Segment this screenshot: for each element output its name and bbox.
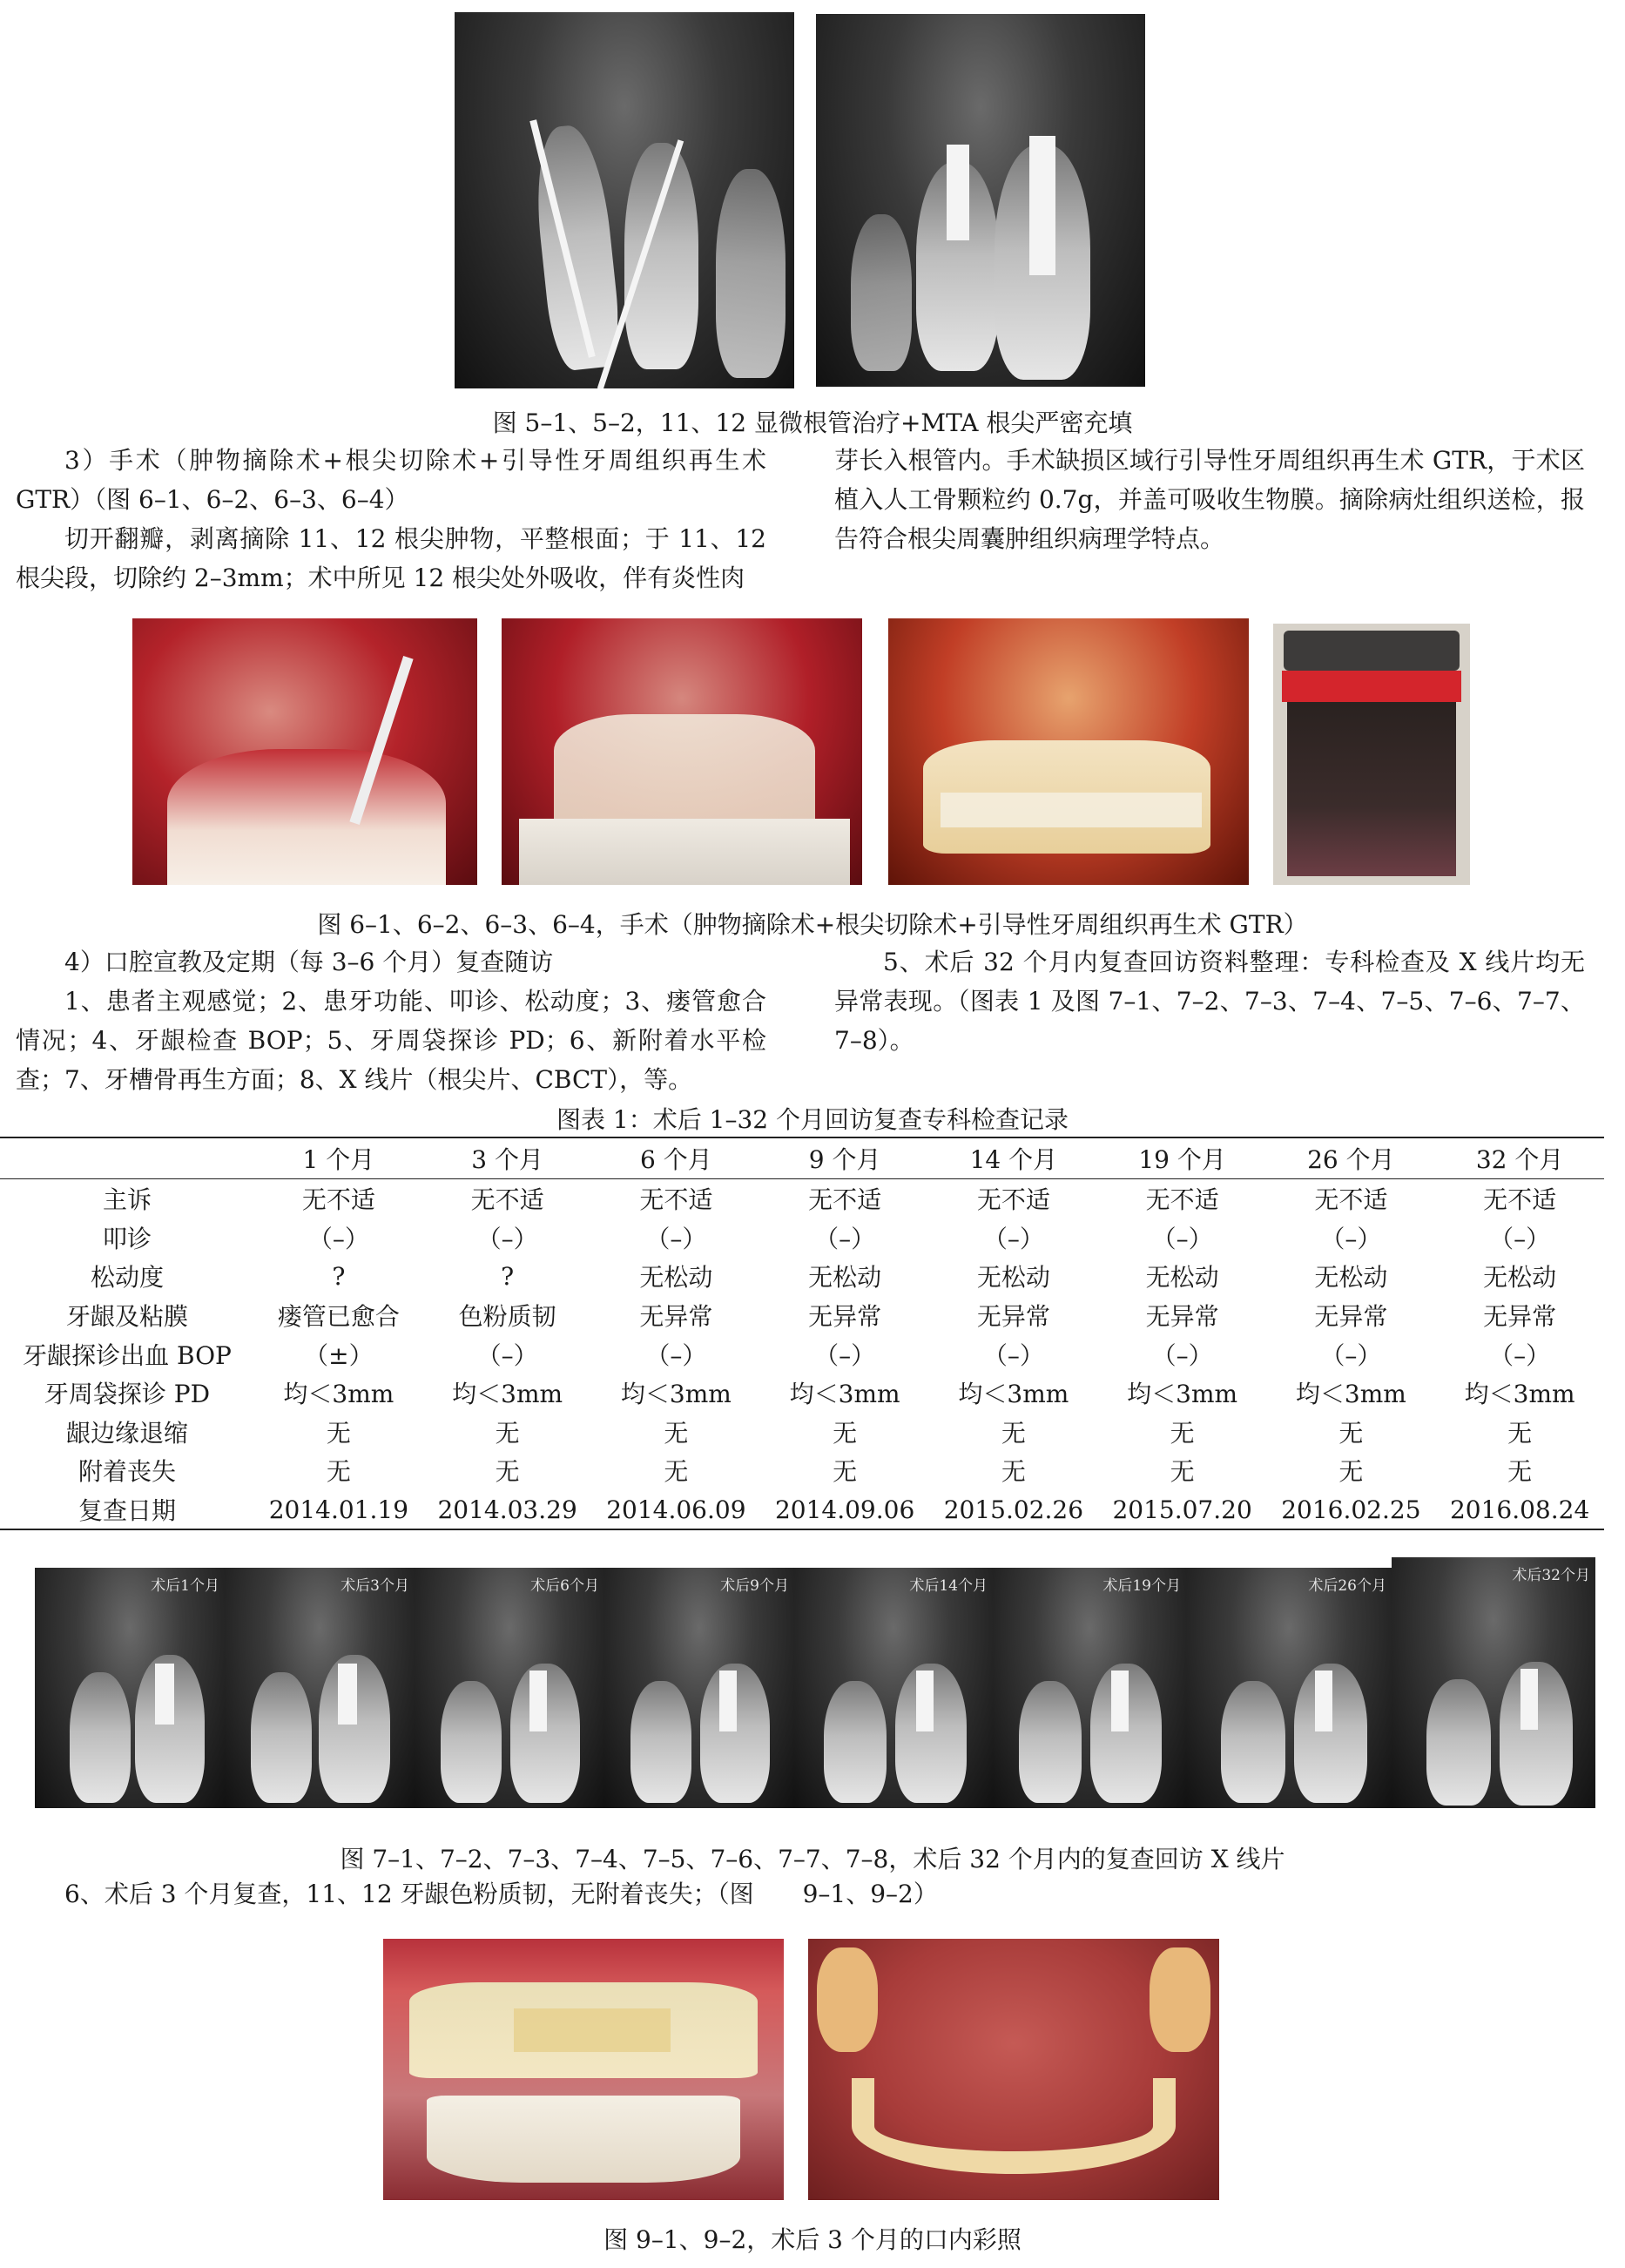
text-block-1-right [834, 441, 1585, 558]
table-cell: 无松动 [1314, 1263, 1388, 1293]
xray-5-1 [455, 12, 794, 388]
table-cell: （–） [1320, 1224, 1382, 1253]
table-cell: （–） [1320, 1340, 1382, 1370]
column-header: 1 个月 [254, 1137, 423, 1179]
table-cell: 均＜3mm [620, 1380, 732, 1409]
table-cell: （–） [1151, 1340, 1213, 1370]
table-row [0, 1179, 1604, 1218]
figure-7-caption: 图 7–1、7–2、7–3、7–4、7–5、7–6、7–7、7–8，术后 32 个月内的复查回访 X 线片 [340, 1845, 1285, 1873]
table-row [0, 1374, 1604, 1413]
xray-7-4 [604, 1568, 794, 1808]
column-header: 19 个月 [1098, 1137, 1267, 1179]
table-cell: （–） [645, 1224, 707, 1253]
table-cell: （–） [1151, 1224, 1213, 1253]
table-cell: （–） [476, 1340, 538, 1370]
table-cell: 无不适 [1145, 1185, 1219, 1215]
table-row [0, 1451, 1604, 1490]
xray-label: 术后1个月 [151, 1577, 219, 1595]
table-cell: 无异常 [639, 1302, 713, 1332]
text-block-2-left [16, 942, 766, 1099]
column-header: 3 个月 [423, 1137, 592, 1179]
figure-5-caption: 图 5–1、5–2，11、12 显微根管治疗+MTA 根尖严密充填 [492, 408, 1133, 437]
table-cell: 无异常 [1483, 1302, 1557, 1332]
table-cell: 无异常 [808, 1302, 882, 1332]
table-cell: 2014.06.09 [592, 1490, 761, 1530]
table-cell: 2016.08.24 [1435, 1490, 1604, 1530]
table-cell: 无 [1338, 1457, 1364, 1487]
table-cell: 均＜3mm [283, 1380, 394, 1409]
table-cell: 无不适 [470, 1185, 544, 1215]
table-cell: 2014.01.19 [254, 1490, 423, 1530]
column-header: 26 个月 [1267, 1137, 1436, 1179]
table-cell: 均＜3mm [452, 1380, 563, 1409]
table-cell: 均＜3mm [789, 1380, 900, 1409]
table-cell: 无不适 [976, 1185, 1050, 1215]
column-header: 6 个月 [592, 1137, 761, 1179]
xray-7-2 [225, 1568, 415, 1808]
table-cell: ? [501, 1261, 515, 1291]
followup-record-table [0, 1137, 1604, 1530]
table-cell: 无 [1338, 1418, 1364, 1448]
table-cell: 无 [326, 1457, 351, 1487]
table-cell: 无 [664, 1457, 689, 1487]
table-cell: 无 [1170, 1457, 1195, 1487]
paragraph: 芽长入根管内。手术缺损区域行引导性牙周组织再生术 GTR，于术区植入人工骨颗粒约 0.7g，并盖可吸收生物膜。摘除病灶组织送检，报告符合根尖周囊肿组织病理学特点。 [834, 446, 1585, 553]
photo-6-3 [888, 618, 1249, 885]
xray-7-5 [794, 1568, 993, 1808]
table-cell: 无 [833, 1457, 858, 1487]
table-row [0, 1490, 1604, 1530]
table-row [0, 1296, 1604, 1335]
table-cell: 无 [495, 1418, 520, 1448]
xray-label: 术后3个月 [341, 1577, 409, 1595]
column-header: 14 个月 [929, 1137, 1098, 1179]
xray-5-2 [816, 14, 1145, 387]
table-cell: 无 [1001, 1418, 1026, 1448]
xray-7-3 [415, 1568, 604, 1808]
table-cell: 均＜3mm [1127, 1380, 1238, 1409]
xray-label: 术后19个月 [1102, 1577, 1181, 1595]
table-row [0, 1257, 1604, 1296]
table-cell: 无不适 [639, 1185, 713, 1215]
table-cell: 无松动 [976, 1263, 1050, 1293]
table-cell: （–） [982, 1340, 1044, 1370]
table-cell: 均＜3mm [1295, 1380, 1406, 1409]
table-cell: 2016.02.25 [1267, 1490, 1436, 1530]
table-cell: （–） [814, 1340, 876, 1370]
text-block-1-left [16, 441, 766, 597]
table-cell: （–） [814, 1224, 876, 1253]
table-cell: ? [332, 1261, 346, 1291]
row-header: 叩诊 [102, 1224, 152, 1253]
xray-label: 术后9个月 [720, 1577, 789, 1595]
paragraph: 切开翻瓣，剥离摘除 11、12 根尖肿物，平整根面；于 11、12 根尖段，切除约 2–3mm；术中所见 12 根尖处外吸收，伴有炎性肉 [16, 524, 766, 592]
photo-9-1 [383, 1939, 784, 2200]
table-cell: 无松动 [1145, 1263, 1219, 1293]
table-cell: 2014.09.06 [760, 1490, 929, 1530]
table-cell: （–） [982, 1224, 1044, 1253]
photo-9-2 [808, 1939, 1219, 2200]
paragraph: 4）口腔宣教及定期（每 3–6 个月）复查随访 [64, 948, 554, 976]
column-header [0, 1137, 254, 1179]
table-cell: 瘘管已愈合 [277, 1302, 400, 1332]
table-cell: 2015.02.26 [929, 1490, 1098, 1530]
table-cell: （±） [304, 1340, 374, 1370]
table-cell: 无 [495, 1457, 520, 1487]
row-header: 主诉 [102, 1185, 152, 1215]
table-cell: 无 [833, 1418, 858, 1448]
table-cell: 无不适 [301, 1185, 375, 1215]
table-cell: 无 [664, 1418, 689, 1448]
photo-6-2 [502, 618, 862, 885]
xray-label: 术后6个月 [530, 1577, 599, 1595]
table-row [0, 1218, 1604, 1258]
table-cell: 无 [1170, 1418, 1195, 1448]
table-cell: 无松动 [1483, 1263, 1557, 1293]
table-cell: 无不适 [808, 1185, 882, 1215]
paragraph: 1、患者主观感觉；2、患牙功能、叩诊、松动度；3、瘘管愈合情况；4、牙龈检查 BOP；5、牙周袋探诊 PD；6、新附着水平检查；7、牙槽骨再生方面；8、X 线片（根尖片、CBCT），等。 [16, 987, 766, 1094]
xray-7-7 [1186, 1568, 1392, 1808]
xray-7-6 [993, 1568, 1186, 1808]
table-cell: 无松动 [808, 1263, 882, 1293]
paragraph-6: 6、术后 3 个月复查，11、12 牙龈色粉质韧，无附着丧失；（图 9–1、9–2） [64, 1880, 938, 1908]
table-cell: 2014.03.29 [423, 1490, 592, 1530]
paragraph: 5、术后 32 个月内复查回访资料整理：专科检查及 X 线片均无异常表现。（图表 1 及图 7–1、7–2、7–3、7–4、7–5、7–6、7–7、7–8）。 [834, 948, 1585, 1055]
table-cell: （–） [1489, 1340, 1551, 1370]
xray-7-1 [35, 1568, 225, 1808]
column-header: 9 个月 [760, 1137, 929, 1179]
table-cell: 均＜3mm [958, 1380, 1069, 1409]
table-cell: 无 [1001, 1457, 1026, 1487]
photo-6-1 [132, 618, 477, 885]
table-row [0, 1413, 1604, 1452]
xray-label: 术后14个月 [909, 1577, 988, 1595]
table-cell: （–） [1489, 1224, 1551, 1253]
xray-label: 术后26个月 [1308, 1577, 1386, 1595]
table-cell: 无松动 [639, 1263, 713, 1293]
table-cell: 无不适 [1483, 1185, 1557, 1215]
xray-label: 术后32个月 [1512, 1567, 1590, 1584]
table-cell: 无异常 [976, 1302, 1050, 1332]
photo-6-4 [1273, 624, 1470, 885]
row-header: 松动度 [90, 1263, 164, 1293]
table-header-row [0, 1137, 1604, 1179]
table-cell: （–） [307, 1224, 369, 1253]
figure-6-caption: 图 6–1、6–2、6–3、6–4，手术（肿物摘除术+根尖切除术+引导性牙周组织再生术 GTR） [317, 910, 1308, 939]
row-header: 龈边缘退缩 [65, 1418, 188, 1448]
table-cell: 2015.07.20 [1098, 1490, 1267, 1530]
column-header: 32 个月 [1435, 1137, 1604, 1179]
table-cell: （–） [645, 1340, 707, 1370]
xray-7-8 [1392, 1557, 1595, 1808]
table-cell: 均＜3mm [1464, 1380, 1575, 1409]
table-cell: 无 [1507, 1418, 1533, 1448]
row-header: 牙龈探诊出血 BOP [23, 1340, 232, 1370]
figure-9-caption: 图 9–1、9–2，术后 3 个月的口内彩照 [603, 2225, 1022, 2254]
table-cell: （–） [476, 1224, 538, 1253]
text-block-2-right [834, 942, 1585, 1060]
paragraph: 3）手术（肿物摘除术+根尖切除术+引导性牙周组织再生术 GTR）（图 6–1、6–2、6–3、6–4） [16, 446, 766, 514]
table-cell: 无异常 [1145, 1302, 1219, 1332]
table-cell: 无不适 [1314, 1185, 1388, 1215]
row-header: 附着丧失 [78, 1457, 176, 1487]
table-row [0, 1334, 1604, 1374]
row-header: 牙周袋探诊 PD [44, 1380, 211, 1409]
table-cell: 无 [1507, 1457, 1533, 1487]
row-header: 牙龈及粘膜 [65, 1302, 188, 1332]
table-cell: 无 [326, 1418, 351, 1448]
row-header: 复查日期 [0, 1490, 254, 1530]
table-cell: 无异常 [1314, 1302, 1388, 1332]
table-1-title: 图表 1：术后 1–32 个月回访复查专科检查记录 [556, 1105, 1069, 1134]
table-cell: 色粉质韧 [458, 1302, 556, 1332]
